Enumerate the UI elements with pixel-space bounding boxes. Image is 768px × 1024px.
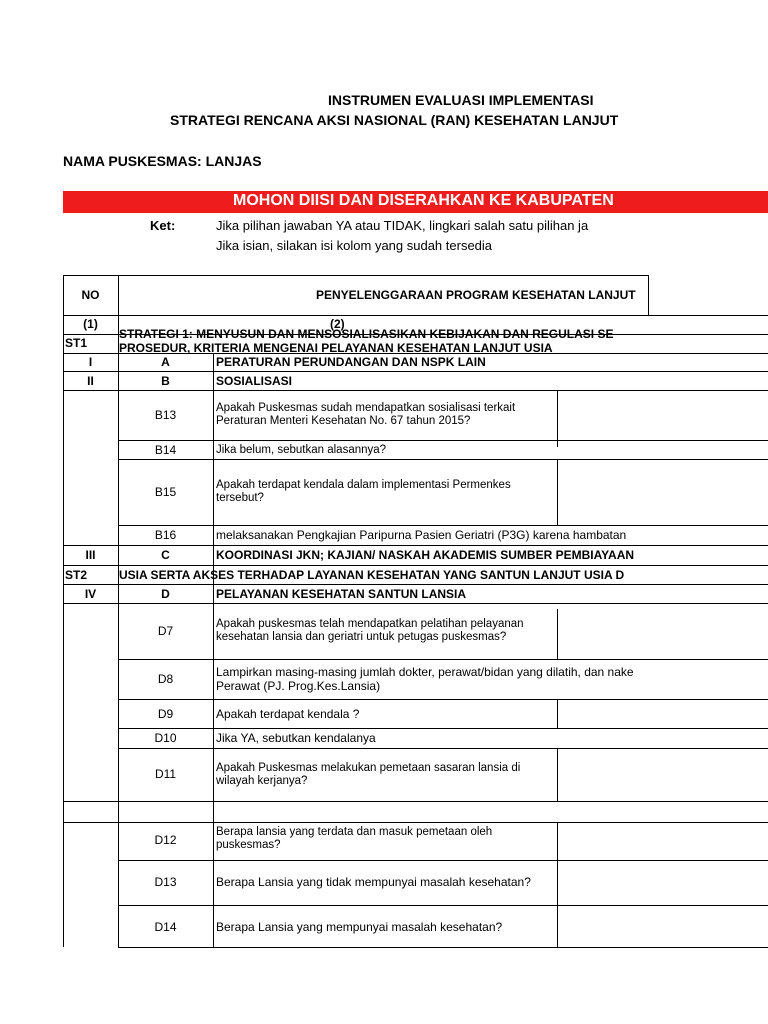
instruction-banner bbox=[63, 191, 768, 213]
d8-question-line-2: Perawat (PJ. Prog.Kes.Lansia) bbox=[216, 680, 381, 693]
st2-text: USIA SERTA AKSES TERHADAP LAYANAN KESEHATAN YANG SANTUN LANJUT USIA D bbox=[119, 569, 625, 582]
b14-question: Jika belum, sebutkan alasannya? bbox=[216, 444, 387, 456]
b13-code: B13 bbox=[154, 409, 177, 422]
st2-code: ST2 bbox=[65, 569, 88, 582]
col-num-1: (1) bbox=[83, 318, 98, 331]
d11-code: D11 bbox=[154, 768, 177, 781]
d10-code: D10 bbox=[154, 732, 177, 745]
b15-question: Apakah terdapat kendala dalam implementasi Permenkes tersebut? bbox=[216, 479, 511, 504]
d11-question: Apakah Puskesmas melakukan pemetaan sasaran lansia di wilayah kerjanya? bbox=[216, 762, 521, 787]
row-ii-code: B bbox=[161, 375, 170, 388]
d14-code: D14 bbox=[154, 921, 177, 934]
row-iv-text: PELAYANAN KESEHATAN SANTUN LANSIA bbox=[216, 588, 467, 601]
row-i-text: PERATURAN PERUNDANGAN DAN NSPK LAIN bbox=[216, 356, 486, 369]
row-i-no: I bbox=[88, 356, 93, 369]
st1-line-2: PROSEDUR, KRITERIA MENGENAI PELAYANAN KESEHATAN LANJUT USIA bbox=[119, 342, 553, 353]
d7-code: D7 bbox=[157, 625, 174, 638]
d13-question: Berapa Lansia yang tidak mempunyai masalah kesehatan? bbox=[216, 876, 531, 889]
row-ii-text: SOSIALISASI bbox=[216, 375, 293, 388]
b16-code: B16 bbox=[154, 529, 177, 542]
d8-code: D8 bbox=[157, 673, 174, 686]
ket-label: Ket: bbox=[150, 218, 176, 233]
row-iii-no: III bbox=[85, 549, 96, 562]
b15-code: B15 bbox=[154, 486, 177, 499]
d12-question: Berapa lansia yang terdata dan masuk pemetaan oleh puskesmas? bbox=[216, 826, 493, 851]
d10-question: Jika YA, sebutkan kendalanya bbox=[216, 732, 376, 745]
row-iv-no: IV bbox=[84, 588, 97, 601]
ket-line-2: Jika isian, silakan isi kolom yang sudah tersedia bbox=[216, 238, 493, 253]
d9-code: D9 bbox=[157, 708, 174, 721]
row-iii-code: C bbox=[161, 549, 170, 562]
st1-line-1: STRATEGI 1: MENYUSUN DAN MENSOSIALISASIKAN KEBIJAKAN DAN REGULASI SE bbox=[119, 328, 614, 341]
ket-line-1: Jika pilihan jawaban YA atau TIDAK, lingkari salah satu pilihan ja bbox=[216, 218, 589, 233]
d9-question: Apakah terdapat kendala ? bbox=[216, 708, 360, 721]
row-ii-no: II bbox=[87, 375, 94, 388]
col-no-header: NO bbox=[81, 289, 100, 302]
d8-question-line-1: Lampirkan masing-masing jumlah dokter, perawat/bidan yang dilatih, dan nake bbox=[216, 666, 634, 679]
b14-code: B14 bbox=[154, 444, 177, 457]
title-line-2: STRATEGI RENCANA AKSI NASIONAL (RAN) KESEHATAN LANJUT bbox=[170, 112, 619, 128]
title-line-1: INSTRUMEN EVALUASI IMPLEMENTASI bbox=[328, 92, 594, 108]
col-program-header: PENYELENGGARAAN PROGRAM KESEHATAN LANJUT bbox=[316, 289, 636, 302]
d13-code: D13 bbox=[154, 876, 177, 889]
banner-text: MOHON DIISI DAN DISERAHKAN KE KABUPATEN bbox=[233, 192, 614, 209]
d14-question: Berapa Lansia yang mempunyai masalah kesehatan? bbox=[216, 921, 503, 934]
row-iv-code: D bbox=[161, 588, 170, 601]
puskesmas-name: NAMA PUSKESMAS: LANJAS bbox=[63, 153, 262, 169]
b13-question: Apakah Puskesmas sudah mendapatkan sosialisasi terkait Peraturan Menteri Kesehatan No. 67 tahun 2015? bbox=[216, 402, 516, 427]
d7-question: Apakah puskesmas telah mendapatkan pelatihan pelayanan kesehatan lansia dan geriatri untuk petugas puskesmas? bbox=[216, 618, 524, 643]
st1-code: ST1 bbox=[65, 337, 88, 350]
d12-code: D12 bbox=[154, 834, 177, 847]
row-i-code: A bbox=[161, 356, 170, 369]
col-num-2: (2) bbox=[330, 318, 345, 331]
row-iii-text: KOORDINASI JKN; KAJIAN/ NASKAH AKADEMIS SUMBER PEMBIAYAAN bbox=[216, 549, 635, 562]
b16-question: melaksanakan Pengkajian Paripurna Pasien Geriatri (P3G) karena hambatan bbox=[216, 529, 627, 542]
